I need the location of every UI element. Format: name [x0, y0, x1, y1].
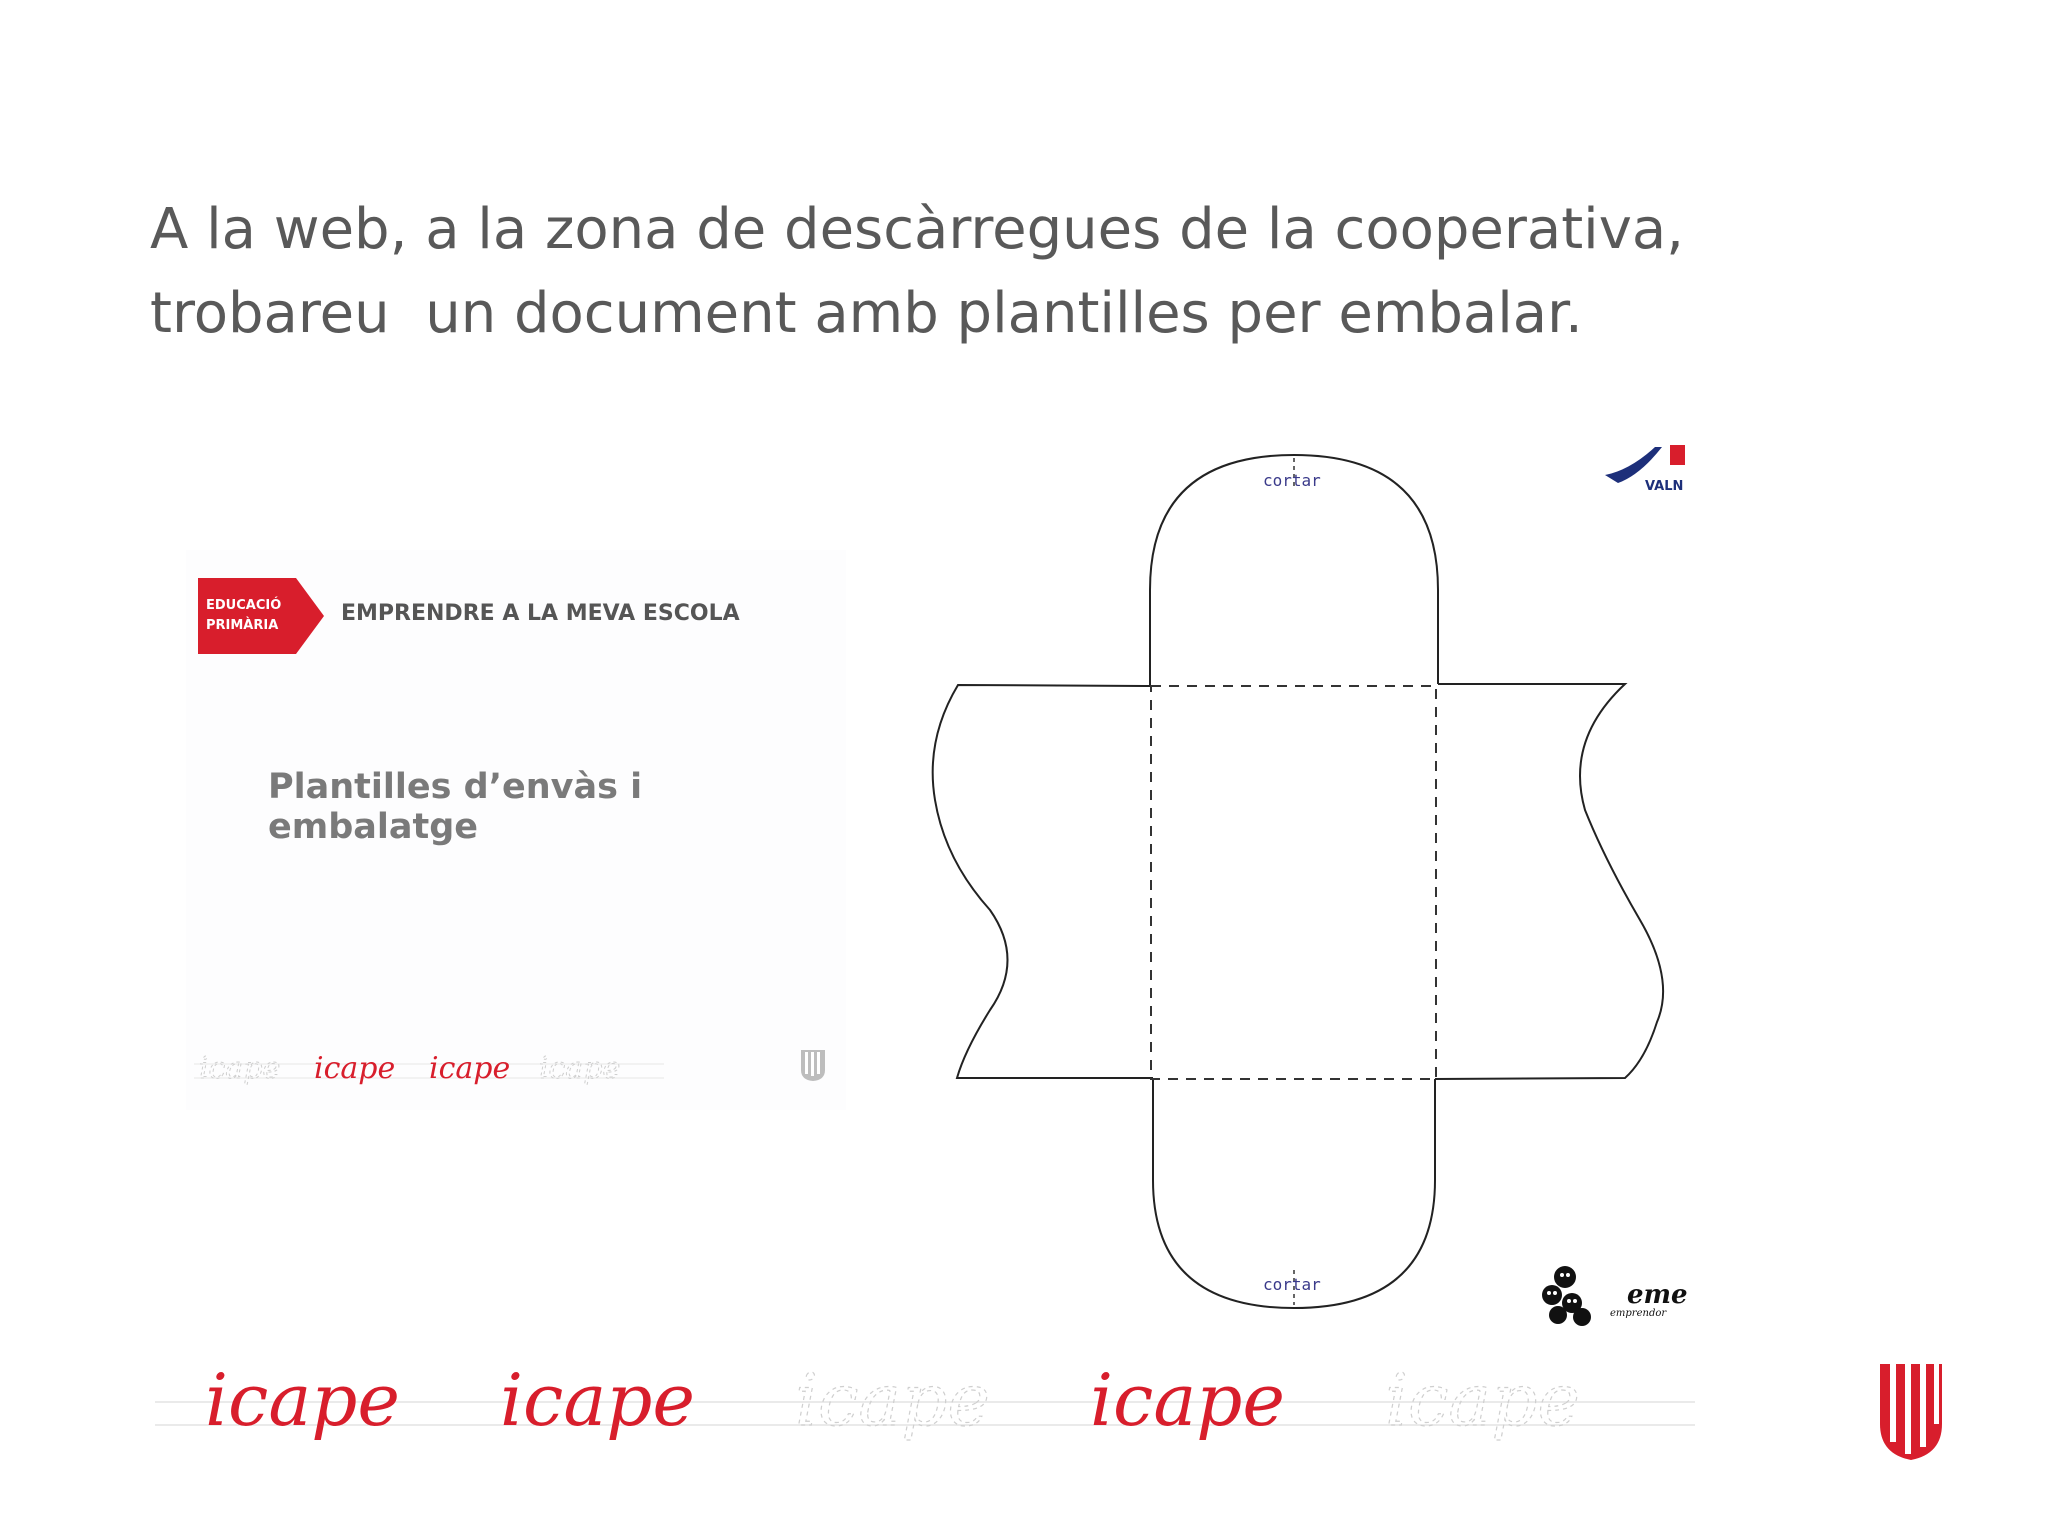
slide-title — [150, 188, 1750, 356]
education-badge-text — [206, 596, 306, 636]
banner-word-3: icape — [795, 1370, 990, 1442]
cut-label-top: cortar — [1263, 471, 1321, 490]
banner-word-4: icape — [1090, 1370, 1285, 1442]
badge-line-2: PRIMÀRIA — [206, 618, 279, 633]
balearic-government-icon — [799, 1048, 827, 1082]
cover-script-word-1: icape — [199, 1051, 281, 1086]
banner-word-1: icape — [205, 1370, 400, 1442]
fold-lines — [1151, 686, 1436, 1079]
slide-title-line-2: trobareu un document amb plantilles per embalar. — [150, 281, 1583, 346]
right-side-panel — [1435, 684, 1663, 1079]
valnalon-logo-icon — [1600, 445, 1685, 510]
valnalon-logo-text: VALN — [1645, 479, 1684, 494]
template-outline — [925, 440, 1685, 1330]
cut-label-bottom: cortar — [1263, 1275, 1321, 1294]
slide-title-line-1: A la web, a la zona de descàrregues de la cooperativa, — [150, 197, 1684, 262]
eme-logo-text: eme — [1627, 1280, 1688, 1310]
balearic-government-icon — [1878, 1362, 1944, 1462]
cover-script-word-2: icape — [314, 1051, 396, 1086]
banner-word-5: icape — [1385, 1370, 1580, 1442]
packaging-template — [925, 440, 1685, 1330]
icape-banner — [155, 1370, 1695, 1480]
badge-line-1: EDUCACIÓ — [206, 598, 282, 613]
left-side-panel — [933, 685, 1153, 1078]
program-label: EMPRENDRE A LA MEVA ESCOLA — [341, 601, 740, 626]
eme-logo-subtext: emprendor — [1610, 1308, 1667, 1319]
cover-script-word-3: icape — [429, 1051, 511, 1086]
document-cover — [186, 550, 846, 1110]
cover-script-word-4: icape — [539, 1051, 621, 1086]
document-title: Plantilles d’envàs i embalatge — [268, 767, 643, 847]
cover-script-banner — [194, 1042, 664, 1102]
banner-word-2: icape — [500, 1370, 695, 1442]
